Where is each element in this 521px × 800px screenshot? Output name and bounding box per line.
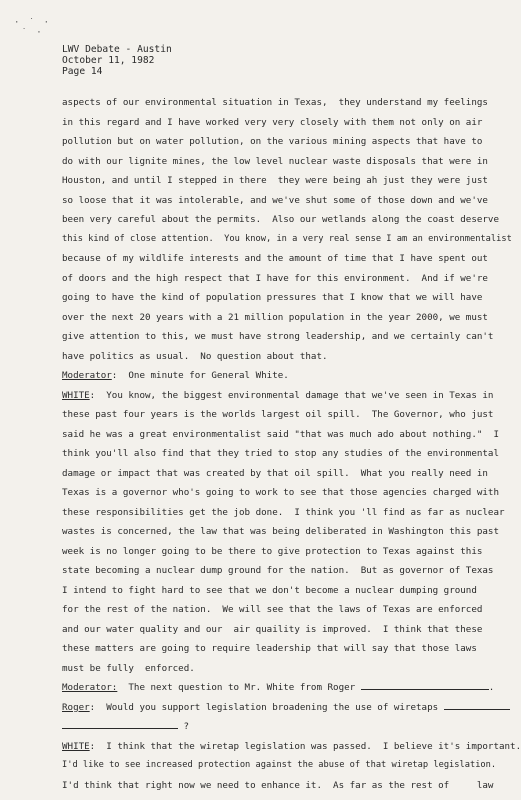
text-line: must be fully enforced. <box>62 662 195 674</box>
text-line: this kind of close attention. You know, in a very real sense I am an environmentalist <box>62 233 512 244</box>
speaker-line <box>62 698 482 718</box>
speaker-name: WHITE <box>62 740 90 752</box>
text-line: so loose that it was intolerable, and we've shut some of those down and we've <box>62 194 488 206</box>
text-line: I'd like to see increased protection against the abuse of that wiretap legislation. <box>62 760 497 770</box>
text-line: been very careful about the permits. Also our wetlands along the coast deserve <box>62 214 499 225</box>
text-line: of doors and the high respect that I have for this environment. And if we're <box>62 272 488 284</box>
text-line: damage or impact that was created by that oil spill. What you really need in <box>62 467 488 479</box>
speaker-line <box>62 678 495 698</box>
line-end-punctuation: ? <box>178 721 190 732</box>
text-line: these responsibilities get the job done. I think you 'll find as far as nuclear <box>62 506 505 518</box>
text-line: state becoming a nuclear dump ground for the nation. But as governor of Texas <box>62 565 494 576</box>
fill-in-blank <box>62 718 178 729</box>
text-line: give attention to this, we must have strong leadership, and we certainly can't <box>62 331 494 342</box>
header-page-number: Page 14 <box>62 66 103 77</box>
page-header <box>62 44 172 77</box>
text-line: and our water quality and our air quaility is improved. I think that these <box>62 623 483 635</box>
text-line: over the next 20 years with a 21 million population in the year 2000, we must <box>62 311 488 323</box>
transcript-body <box>62 93 521 795</box>
header-title: LWV Debate - Austin <box>62 44 172 55</box>
text-line: these matters are going to require leadership that will say that those laws <box>62 643 477 654</box>
text-line: these past four years is the worlds largest oil spill. The Governor, who just <box>62 409 494 420</box>
text-line: Houston, and until I stepped in there they were being ah just they were just <box>62 175 488 186</box>
blank-line <box>62 717 482 737</box>
speaker-text: The next question to Mr. White from Roger <box>117 682 361 693</box>
fill-in-blank <box>444 699 510 710</box>
text-line: pollution but on water pollution, on the various mining aspects that have to <box>62 136 483 147</box>
text-line: do with our lignite mines, the low level nuclear waste disposals that were in <box>62 155 488 167</box>
text-line: going to have the kind of population pressures that I know that we will have <box>62 292 483 303</box>
speaker-text: : Would you support legislation broadening the use of wiretaps <box>89 701 444 713</box>
text-line: aspects of our environmental situation in Texas, they understand my feelings <box>62 97 488 108</box>
speaker-name: Moderator <box>62 370 112 381</box>
text-line: wastes is concerned, the law that was being deliberated in Washington this past <box>62 526 499 537</box>
speaker-text: : One minute for General White. <box>111 370 289 381</box>
text-line: think you'll also find that they tried to stop any studies of the environmental <box>62 448 499 459</box>
text-line: I'd think that right now we need to enhance it. As far as the rest of law <box>62 779 494 791</box>
text-line: because of my wildlife interests and the amount of time that I have spent out <box>62 253 488 264</box>
paper-specks: · ˙ · ˙ · <box>14 18 52 38</box>
speaker-name: WHITE <box>62 389 90 401</box>
line-end-punctuation: . <box>488 682 495 693</box>
speaker-line <box>62 737 521 757</box>
speaker-name: Roger <box>62 701 90 713</box>
text-line: have politics as usual. No question about that. <box>62 350 328 362</box>
speaker-line <box>62 366 482 386</box>
speaker-text: : You know, the biggest environmental damage that we've seen in Texas in <box>89 389 494 401</box>
speaker-name: Moderator: <box>62 682 118 693</box>
text-line: for the rest of the nation. We will see that the laws of Texas are enforced <box>62 604 483 615</box>
text-line: in this regard and I have worked very very closely with them not only on air <box>62 116 483 128</box>
speaker-line <box>62 386 494 406</box>
text-line: I intend to fight hard to see that we don't become a nuclear dumping ground <box>62 584 477 596</box>
text-line: Texas is a governor who's going to work to see that those agencies charged with <box>62 487 499 498</box>
speaker-text: : I think that the wiretap legislation was passed. I believe it's important. <box>89 740 521 752</box>
text-line: said he was a great environmentalist said "that was much ado about nothing." I <box>62 428 499 440</box>
fill-in-blank <box>361 679 489 690</box>
header-date: October 11, 1982 <box>62 55 155 66</box>
text-line: week is no longer going to be there to give protection to Texas against this <box>62 545 483 557</box>
